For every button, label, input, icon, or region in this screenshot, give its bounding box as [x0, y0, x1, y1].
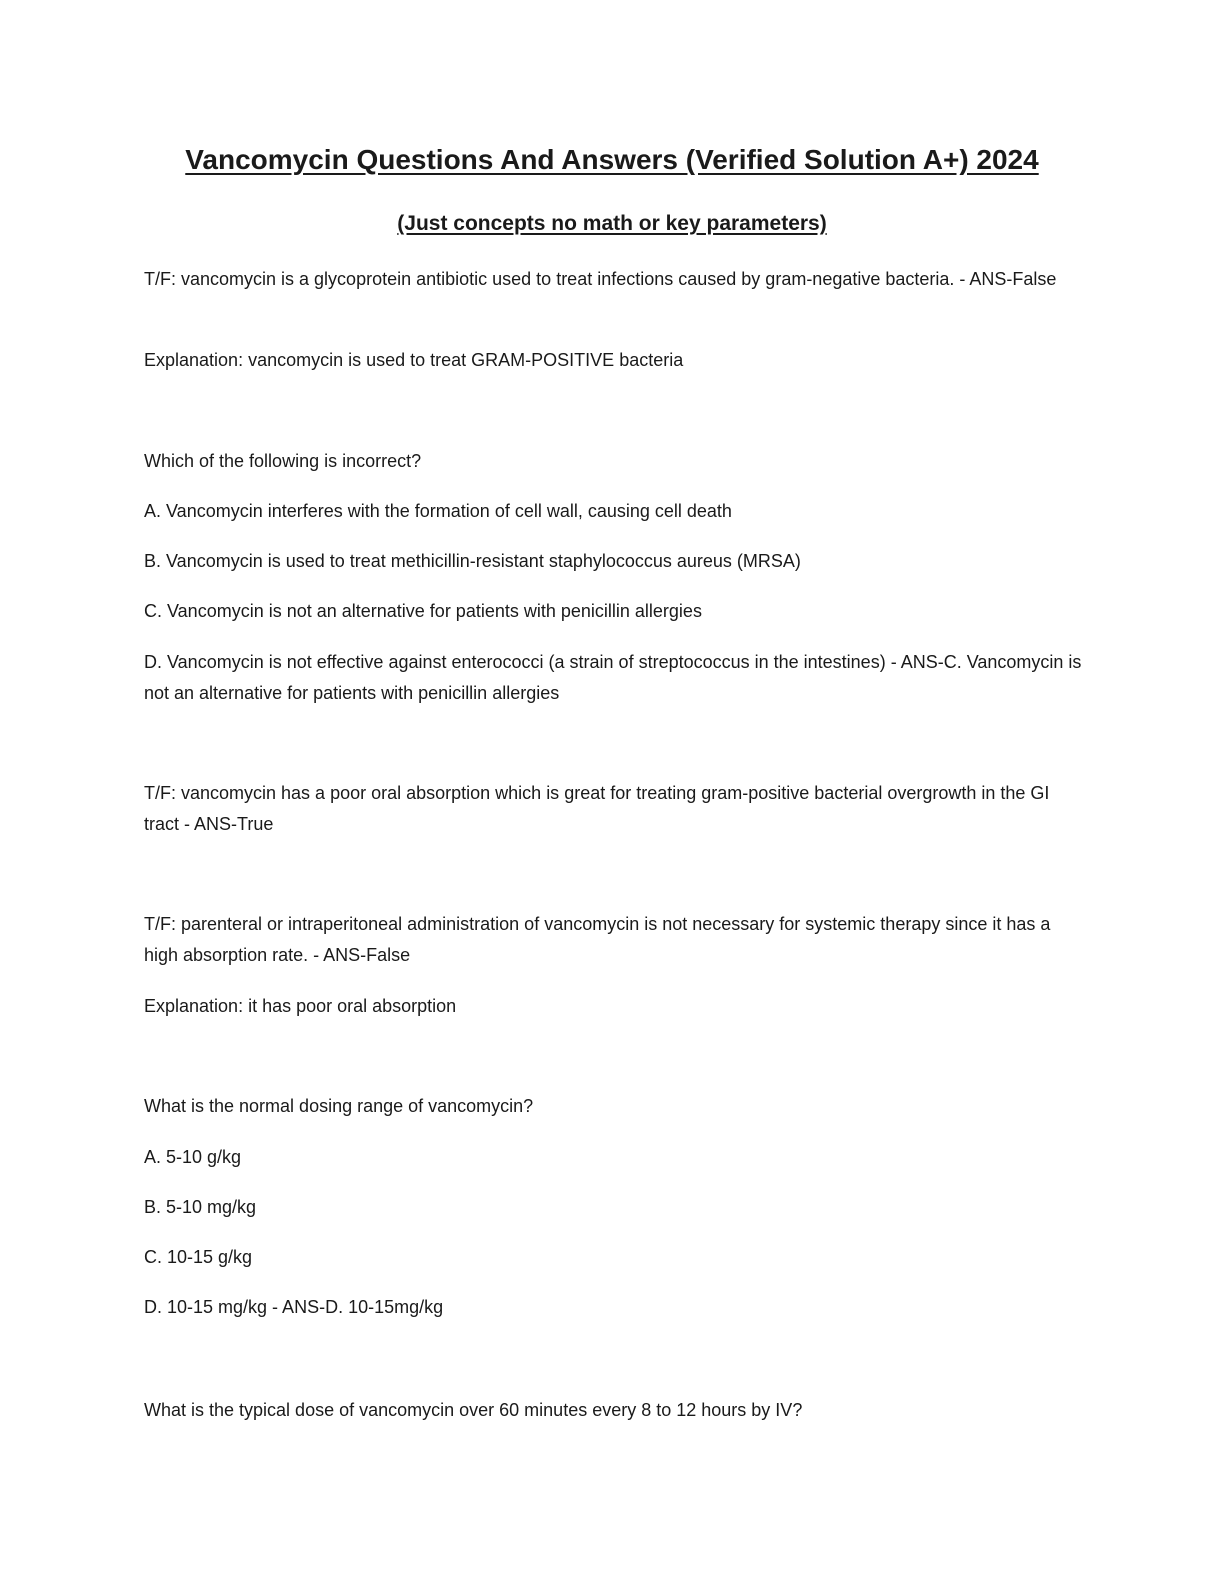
option-d-answer: D. Vancomycin is not effective against enterococci (a strain of streptococcus in the intestines) - ANS-C. Vancomycin is not an alternative for patients with penicillin allergies [144, 652, 1082, 703]
document-subtitle: (Just concepts no math or key parameters) [397, 212, 827, 235]
question-1: T/F: vancomycin is a glycoprotein antibiotic used to treat infections caused by gram-negative bacteria. - ANS-False [144, 269, 1057, 289]
dose-option-d-answer: D. 10-15 mg/kg - ANS-D. 10-15mg/kg [144, 1297, 444, 1317]
dose-option-a: A. 5-10 g/kg [144, 1147, 242, 1167]
option-c: C. Vancomycin is not an alternative for patients with penicillin allergies [144, 601, 702, 621]
question-4: T/F: parenteral or intraperitoneal administration of vancomycin is not necessary for systemic therapy since it has a high absorption rate. - ANS-False [144, 914, 1051, 965]
dose-option-b: B. 5-10 mg/kg [144, 1197, 257, 1217]
question-5: What is the normal dosing range of vancomycin? [144, 1096, 534, 1116]
question-3: T/F: vancomycin has a poor oral absorption which is great for treating gram-positive bacterial overgrowth in the GI tract - ANS-True [144, 783, 1050, 834]
explanation-4: Explanation: it has poor oral absorption [144, 996, 457, 1016]
explanation-1: Explanation: vancomycin is used to treat GRAM-POSITIVE bacteria [144, 350, 684, 370]
option-b: B. Vancomycin is used to treat methicillin-resistant staphylococcus aureus (MRSA) [144, 551, 801, 571]
document-title: Vancomycin Questions And Answers (Verified Solution A+) 2024 [185, 144, 1039, 175]
dose-option-c: C. 10-15 g/kg [144, 1247, 253, 1267]
question-2: Which of the following is incorrect? [144, 451, 422, 471]
question-6: What is the typical dose of vancomycin over 60 minutes every 8 to 12 hours by IV? [144, 1400, 803, 1420]
option-a: A. Vancomycin interferes with the formation of cell wall, causing cell death [144, 501, 732, 521]
